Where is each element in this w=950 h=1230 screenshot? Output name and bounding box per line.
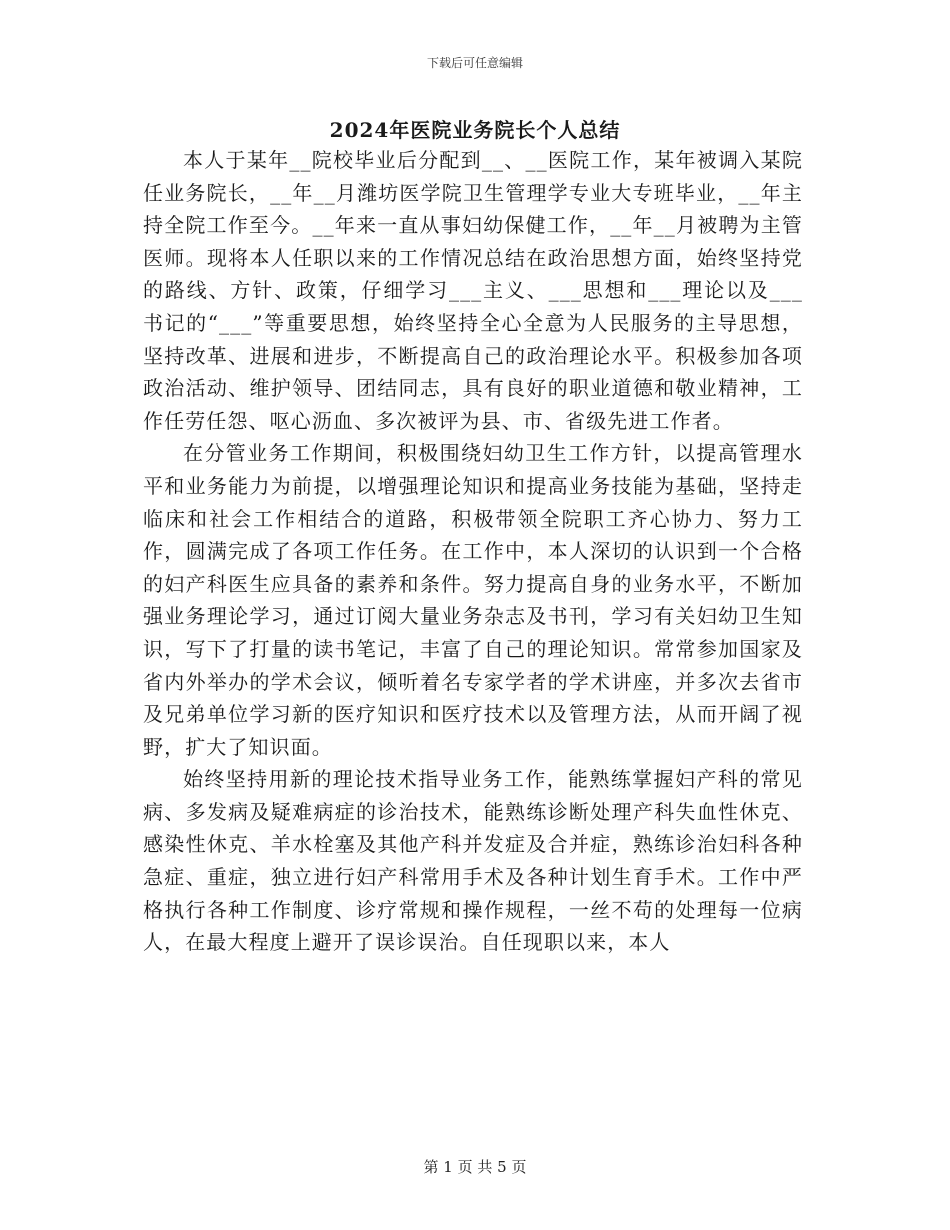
document-body xyxy=(143,144,803,959)
page-header-note: 下载后可任意编辑 xyxy=(426,56,523,70)
page-number-footer: 第 1 页 共 5 页 xyxy=(423,1158,527,1176)
body-paragraph-1: 本人于某年__院校毕业后分配到__、__医院工作，某年被调入某院任业务院长，__年__月潍坊医学院卫生管理学专业大专班毕业，__年主持全院工作至今。__年来一直从事妇幼保健工作，__年__月被聘为主管医师。现将本人任职以来的工作情况总结在政治思想方面，始终坚持党的路线、方针、政策，仔细学习___主义、___思想和___理论以及___书记的“___”等重要思想，始终坚持全心全意为人民服务的主导思想，坚持改革、进展和进步，不断提高自己的政治理论水平。积极参加各项政治活动、维护领导、团结同志，具有良好的职业道德和敬业精神，工作任劳任怨、呕心沥血、多次被评为县、市、省级先进工作者。 xyxy=(143,148,803,433)
body-paragraph-3: 始终坚持用新的理论技术指导业务工作，能熟练掌握妇产科的常见病、多发病及疑难病症的诊治技术，能熟练诊断处理产科失血性休克、感染性休克、羊水栓塞及其他产科并发症及合并症，熟练诊治妇科各种急症、重症，独立进行妇产科常用手术及各种计划生育手术。工作中严格执行各种工作制度、诊疗常规和操作规程，一丝不苟的处理每一位病人，在最大程度上避开了误诊误治。自任现职以来，本人 xyxy=(143,767,803,955)
body-paragraph-2: 在分管业务工作期间，积极围绕妇幼卫生工作方针，以提高管理水平和业务能力为前提，以增强理论知识和提高业务技能为基础，坚持走临床和社会工作相结合的道路，积极带领全院职工齐心协力、努力工作，圆满完成了各项工作任务。在工作中，本人深切的认识到一个合格的妇产科医生应具备的素养和条件。努力提高自身的业务水平，不断加强业务理论学习，通过订阅大量业务杂志及书刊，学习有关妇幼卫生知识，写下了打量的读书笔记，丰富了自己的理论知识。常常参加国家及省内外举办的学术会议，倾听着名专家学者的学术讲座，并多次去省市及兄弟单位学习新的医疗知识和医疗技术以及管理方法，从而开阔了视野，扩大了知识面。 xyxy=(143,441,803,759)
document-title: 2024年医院业务院长个人总结 xyxy=(329,118,621,142)
